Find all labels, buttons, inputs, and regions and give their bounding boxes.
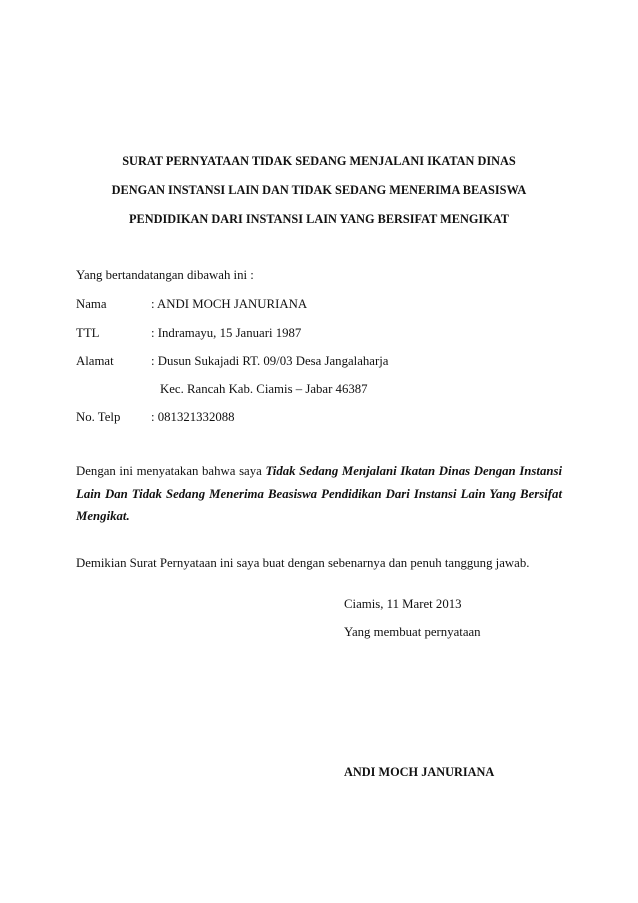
statement-paragraph (76, 460, 562, 528)
field-value-telp: : 081321332088 (151, 410, 235, 424)
field-label-ttl: TTL (76, 326, 100, 340)
signature-role: Yang membuat pernyataan (344, 625, 481, 639)
document-title-line-1: SURAT PERNYATAAN TIDAK SEDANG MENJALANI IKATAN DINAS (122, 154, 516, 168)
document-title-line-2: DENGAN INSTANSI LAIN DAN TIDAK SEDANG MENERIMA BEASISWA (111, 183, 527, 197)
signature-place-date: Ciamis, 11 Maret 2013 (344, 597, 462, 611)
field-value-ttl: : Indramayu, 15 Januari 1987 (151, 326, 302, 340)
field-value-nama: : ANDI MOCH JANURIANA (151, 297, 308, 311)
statement-emphasis: Tidak Sedang Menjalani Ikatan Dinas Dengan Instansi Lain Dan Tidak Sedang Menerima Beasiswa Pendidikan Dari Instansi Lain Yang Bersifat Mengikat. (76, 464, 562, 523)
field-value-alamat: : Dusun Sukajadi RT. 09/03 Desa Jangalaharja (151, 354, 389, 368)
closing-text: Demikian Surat Pernyataan ini saya buat dengan sebenarnya dan penuh tanggung jawab. (76, 556, 530, 570)
field-label-telp: No. Telp (76, 410, 121, 424)
intro-text: Yang bertandatangan dibawah ini : (76, 268, 254, 282)
signature-name: ANDI MOCH JANURIANA (344, 765, 495, 779)
field-value-alamat-line-2: Kec. Rancah Kab. Ciamis – Jabar 46387 (160, 382, 368, 396)
statement-prefix: Dengan ini menyatakan bahwa saya (76, 464, 266, 478)
document-title-line-3: PENDIDIKAN DARI INSTANSI LAIN YANG BERSIFAT MENGIKAT (129, 212, 509, 226)
field-label-nama: Nama (76, 297, 107, 311)
field-label-alamat: Alamat (76, 354, 114, 368)
